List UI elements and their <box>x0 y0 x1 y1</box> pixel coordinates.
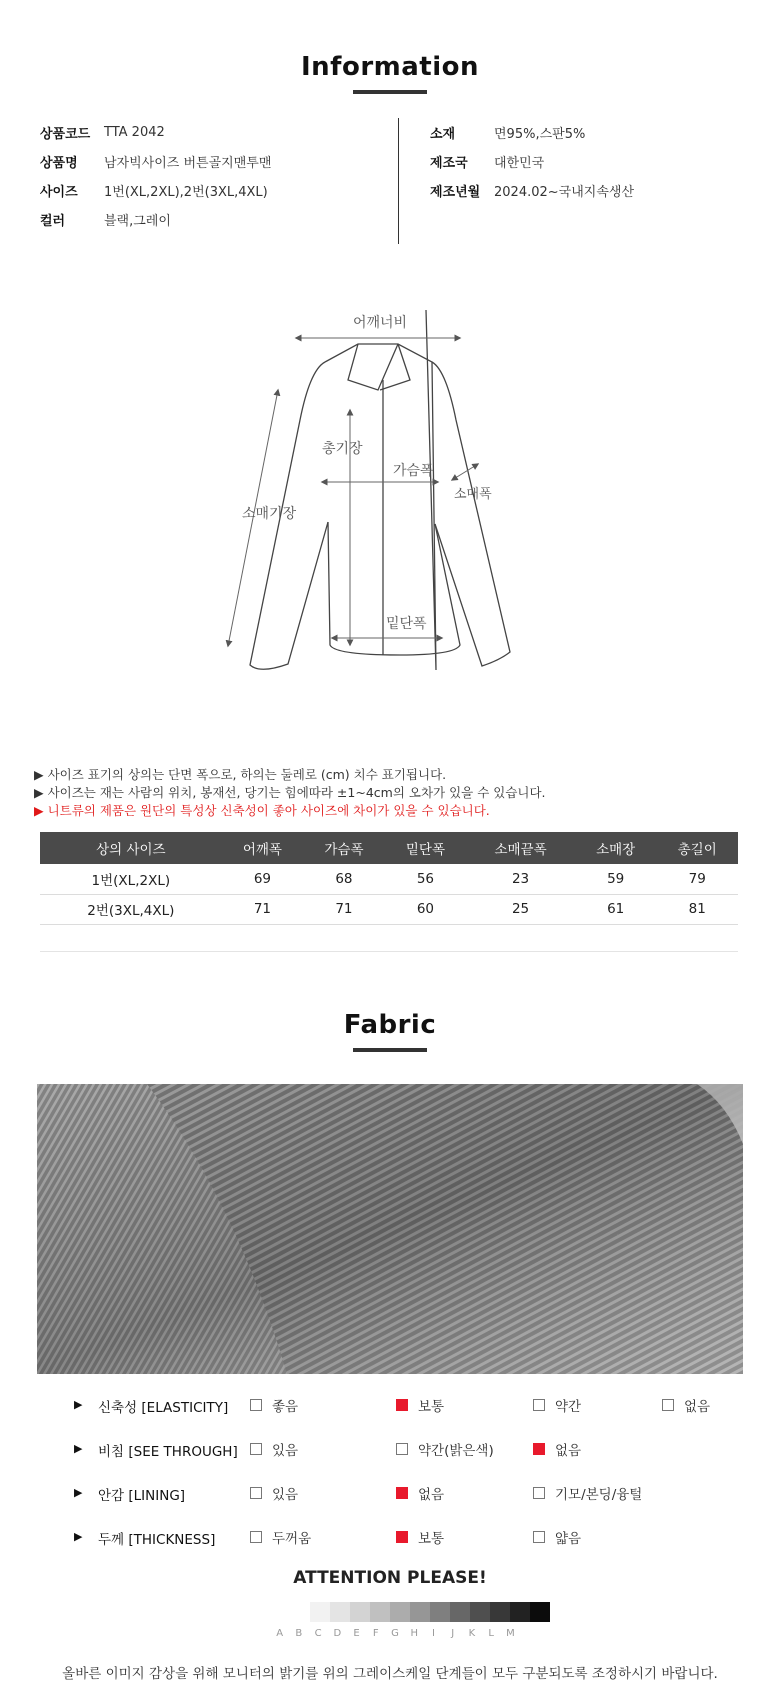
info-value: TTA 2042 <box>104 125 165 140</box>
table-header: 소매끝폭 <box>466 832 575 864</box>
table-header: 밑단폭 <box>385 832 467 864</box>
checkbox-icon <box>250 1531 262 1543</box>
table-header: 어깨폭 <box>222 832 304 864</box>
table-cell: 1번(XL,2XL) <box>40 864 222 894</box>
info-value: 2024.02~국내지속생산 <box>494 185 634 200</box>
scale-letter: H <box>410 1628 419 1639</box>
note-line: ▶ 사이즈는 재는 사람의 위치, 봉재선, 당기는 힘에따라 ±1~4cm의 오차가 있을 수 있습니다. <box>34 785 546 800</box>
grayscale-strip <box>290 1602 550 1622</box>
title-underline <box>353 1048 427 1052</box>
info-key: 상품코드 <box>40 127 91 142</box>
attention-title: ATTENTION PLEASE! <box>293 1568 487 1588</box>
gray-swatch <box>390 1602 410 1622</box>
attr-elasticity <box>70 1384 730 1428</box>
option-checkbox[interactable] <box>250 1439 298 1459</box>
info-key: 컬러 <box>40 214 66 229</box>
table-cell: 2번(3XL,4XL) <box>40 894 222 924</box>
option-label: 없음 <box>555 1443 582 1459</box>
attr-label: 비침 [SEE THROUGH] <box>98 1444 238 1460</box>
checkbox-icon <box>250 1443 262 1455</box>
attr-label: 두께 [THICKNESS] <box>98 1532 216 1548</box>
triangle-right-icon: ▶ <box>74 1486 83 1499</box>
checkbox-icon <box>533 1531 545 1543</box>
table-cell: 59 <box>575 864 657 894</box>
scale-letter: B <box>295 1628 303 1639</box>
measurement-diagram <box>220 310 560 670</box>
option-label: 좋음 <box>272 1399 299 1415</box>
info-key: 제조국 <box>430 156 468 171</box>
gray-swatch <box>530 1602 550 1622</box>
option-label: 약간(밝은색) <box>418 1443 494 1459</box>
gray-swatch <box>330 1602 350 1622</box>
gray-swatch <box>490 1602 510 1622</box>
table-bottom-rule <box>40 951 738 952</box>
product-info <box>40 118 740 244</box>
table-header: 상의 사이즈 <box>40 832 222 864</box>
info-row <box>430 147 634 176</box>
title-underline <box>353 90 427 94</box>
scale-letter: L <box>488 1628 494 1639</box>
info-left-column <box>40 118 271 234</box>
table-cell: 23 <box>466 864 575 894</box>
size-table <box>40 832 738 925</box>
gray-swatch <box>370 1602 390 1622</box>
checkbox-checked-icon <box>396 1399 408 1411</box>
table-cell: 81 <box>656 894 738 924</box>
option-checkbox[interactable] <box>396 1439 494 1459</box>
info-key: 소재 <box>430 127 456 142</box>
label-shoulder: 어깨너비 <box>352 315 408 331</box>
table-header: 소매장 <box>575 832 657 864</box>
option-label: 있음 <box>272 1443 299 1459</box>
info-value: 블랙,그레이 <box>104 214 171 229</box>
info-row <box>430 176 634 205</box>
triangle-right-icon: ▶ <box>74 1442 83 1455</box>
table-header-row <box>40 832 738 864</box>
checkbox-icon <box>250 1399 262 1411</box>
scale-letter: F <box>372 1628 379 1639</box>
triangle-right-icon: ▶ <box>74 1530 83 1543</box>
scale-letter: C <box>314 1628 322 1639</box>
option-checkbox[interactable] <box>662 1395 710 1415</box>
fabric-title: Fabric <box>343 1010 437 1040</box>
table-row <box>40 864 738 894</box>
measurement-lines <box>228 338 478 646</box>
gray-swatch <box>510 1602 530 1622</box>
attr-thickness <box>70 1516 730 1560</box>
option-checkbox[interactable] <box>533 1395 581 1415</box>
checkbox-icon <box>396 1443 408 1455</box>
info-value: 남자빅사이즈 버튼골지맨투맨 <box>104 156 272 171</box>
scale-letter: M <box>506 1628 515 1639</box>
option-label: 얇음 <box>555 1531 582 1547</box>
info-key: 사이즈 <box>40 185 78 200</box>
table-header: 총길이 <box>656 832 738 864</box>
table-cell: 69 <box>222 864 304 894</box>
option-label: 두꺼움 <box>272 1531 312 1547</box>
info-key: 상품명 <box>40 156 78 171</box>
scale-letter: I <box>432 1628 435 1639</box>
gray-swatch <box>450 1602 470 1622</box>
option-checkbox[interactable] <box>396 1483 444 1503</box>
table-cell: 79 <box>656 864 738 894</box>
fabric-attributes <box>70 1384 730 1560</box>
attr-see-through <box>70 1428 730 1472</box>
checkbox-checked-icon <box>396 1487 408 1499</box>
info-divider <box>398 118 399 244</box>
size-notes <box>34 766 754 820</box>
checkbox-icon <box>250 1487 262 1499</box>
option-label: 없음 <box>418 1487 445 1503</box>
info-row <box>40 176 271 205</box>
fabric-photo <box>37 1084 743 1374</box>
table-row <box>40 894 738 924</box>
option-checkbox[interactable] <box>396 1395 444 1415</box>
note-line: ▶ 사이즈 표기의 상의는 단면 폭으로, 하의는 둘레로 (cm) 치수 표기됩니다. <box>34 767 447 782</box>
option-label: 보통 <box>418 1399 445 1415</box>
scale-letter: A <box>276 1628 284 1639</box>
info-value: 대한민국 <box>494 156 545 171</box>
table-cell: 56 <box>385 864 467 894</box>
info-row <box>40 205 271 234</box>
option-checkbox[interactable] <box>250 1527 311 1547</box>
option-label: 기모/본딩/융털 <box>555 1487 643 1503</box>
gray-swatch <box>310 1602 330 1622</box>
attr-label: 안감 [LINING] <box>98 1488 186 1504</box>
option-checkbox[interactable] <box>533 1483 642 1503</box>
label-hem: 밑단폭 <box>386 616 427 632</box>
scale-letter: G <box>391 1628 399 1639</box>
fabric-heading <box>0 1010 780 1052</box>
triangle-right-icon: ▶ <box>74 1398 83 1411</box>
attr-lining <box>70 1472 730 1516</box>
checkbox-checked-icon <box>533 1443 545 1455</box>
gray-swatch <box>410 1602 430 1622</box>
option-label: 없음 <box>684 1399 711 1415</box>
note-line-warning: ▶ 니트류의 제품은 원단의 특성상 신축성이 좋아 사이즈에 차이가 있을 수 있습니다. <box>34 803 490 818</box>
information-title: Information <box>300 52 480 82</box>
table-header: 가슴폭 <box>303 832 385 864</box>
scale-letter: K <box>468 1628 476 1639</box>
info-row <box>40 147 271 176</box>
table-cell: 60 <box>385 894 467 924</box>
gray-swatch <box>470 1602 490 1622</box>
info-value: 1번(XL,2XL),2번(3XL,4XL) <box>104 185 268 200</box>
table-cell: 61 <box>575 894 657 924</box>
option-label: 보통 <box>418 1531 445 1547</box>
table-cell: 25 <box>466 894 575 924</box>
checkbox-checked-icon <box>396 1531 408 1543</box>
grayscale-letters <box>270 1628 520 1639</box>
label-chest: 가슴폭 <box>393 463 434 479</box>
info-row <box>430 118 634 147</box>
info-key: 제조년월 <box>430 185 481 200</box>
attr-label: 신축성 [ELASTICITY] <box>98 1400 229 1416</box>
table-cell: 68 <box>303 864 385 894</box>
option-label: 있음 <box>272 1487 299 1503</box>
option-checkbox[interactable] <box>250 1483 298 1503</box>
scale-letter: E <box>353 1628 360 1639</box>
checkbox-icon <box>662 1399 674 1411</box>
table-cell: 71 <box>303 894 385 924</box>
option-checkbox[interactable] <box>250 1395 298 1415</box>
info-right-column <box>430 118 634 205</box>
gray-swatch <box>350 1602 370 1622</box>
monitor-calibration-note: 올바른 이미지 감상을 위해 모니터의 밝기를 위의 그레이스케일 단계들이 모두 구분되도록 조정하시기 바랍니다. <box>62 1666 718 1682</box>
info-row <box>40 118 271 147</box>
checkbox-icon <box>533 1487 545 1499</box>
table-cell: 71 <box>222 894 304 924</box>
option-checkbox[interactable] <box>396 1527 444 1547</box>
checkbox-icon <box>533 1399 545 1411</box>
scale-letter: J <box>451 1628 455 1639</box>
label-total-length: 총기장 <box>322 441 363 457</box>
label-sleeve-width: 소매폭 <box>454 487 492 502</box>
option-checkbox[interactable] <box>533 1527 581 1547</box>
scale-letter: D <box>333 1628 342 1639</box>
gray-swatch <box>430 1602 450 1622</box>
info-value: 면95%,스판5% <box>494 127 586 142</box>
label-sleeve-length: 소매기장 <box>242 506 297 522</box>
option-checkbox[interactable] <box>533 1439 581 1459</box>
gray-swatch <box>290 1602 310 1622</box>
option-label: 약간 <box>555 1399 582 1415</box>
information-heading <box>0 52 780 94</box>
